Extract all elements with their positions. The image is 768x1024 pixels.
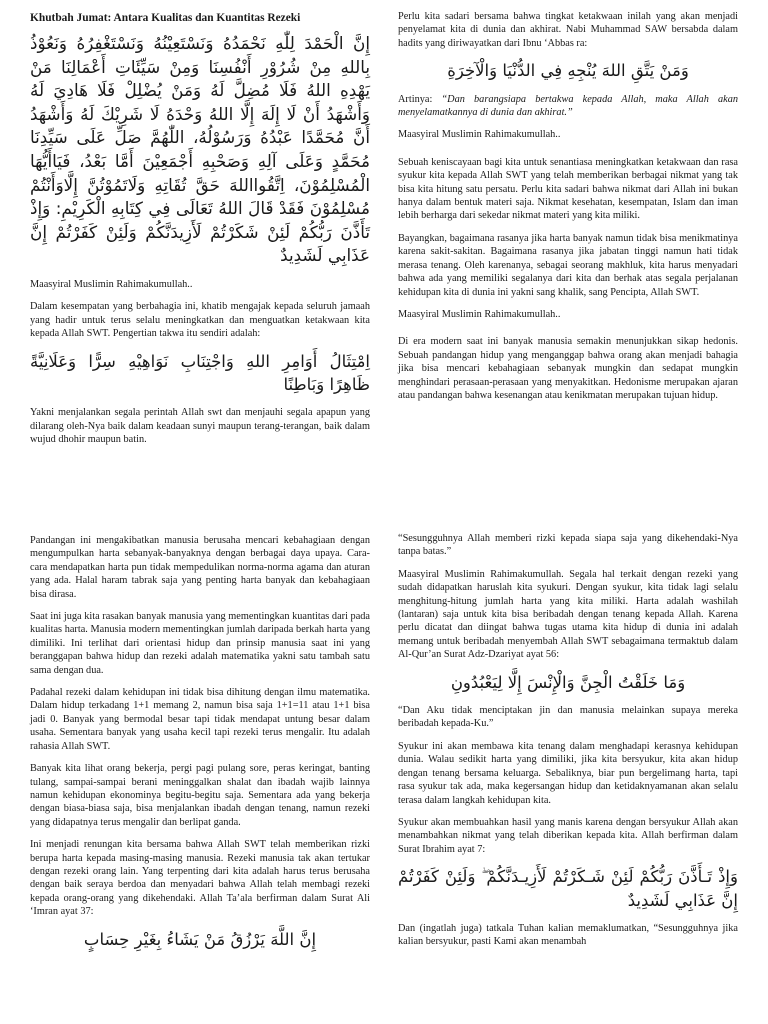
arabic-verse: اِمْتِثَالُ أَوَامِرِ اللهِ وَاجْتِنَابِ نَوَاهِيْهِ سِرًّا وَعَلَانِيَّةً ظَاهِرًا وَبَاطِنًا	[30, 351, 370, 394]
paragraph: Dan (ingatlah juga) tatkala Tuhan kalian memaklumatkan, “Sesungguhnya jika kalian bersyukur, pasti Kami akan menambah	[398, 922, 738, 948]
paragraph: Perlu kita sadari bersama bahwa tingkat ketakwaan inilah yang akan menjadi penyelamat kita di dunia dan akhirat. Nabi Muhammad SAW bersabda dalam hadits yang diriwayatkan dari Ibnu ‘Abbas ra:	[398, 11, 738, 49]
translation-text: “Dan barangsiapa bertakwa kepada Allah, maka Allah akan menyelamatkannya di dunia dan akhirat.”	[398, 93, 738, 119]
page1-right-column	[398, 10, 738, 411]
opening-arabic: إِنَّ الْحَمْدَ لِلّٰهِ نَحْمَدُهُ وَنَسْتَعِيْنُهُ وَنَسْتَغْفِرُهُ وَنَعُوْذُ بِاللهِ مِنْ شُرُوْرِ أَنْفُسِنَا وَمِنْ سَيِّئَاتِ أَعْمَالِنَا مَنْ يَهْدِهِ اللهُ فَلَا مُضِلَّ لَهُ وَمَنْ يُضْلِلْ فَلَا هَادِيَ لَهُ وَأَشْهَدُ أَنْ لَا إِلَهَ إِلَّا اللهُ وَحْدَهُ لَا شَرِيْكَ لَهُ وَأَشْهَدُ أَنَّ مُحَمَّدًا عَبْدُهُ وَرَسُوْلُهُ، اللّٰهُمَّ صَلِّ عَلَى سَيِّدِنَا مُحَمَّدٍ وَعَلَى آلِهِ وَصَحْبِهِ أَجْمَعِيْنَ أَمَّا بَعْدُ، فَيَاأَيُّهَا الْمُسْلِمُوْنَ، اِتَّقُوااللهَ حَقَّ تُقَاتِهِ وَلَاتَمُوْتُنَّ إِلَّاوَأَنْتُمْ مُسْلِمُوْنَ فَقَدْ قَالَ اللهُ تَعَالَى فِي كِتَابِهِ الْكَرِيْمِ: وَإِذْ تَأَذَّنَ رَبُّكُمْ لَئِنْ شَكَرْتُمْ لَأَزِيدَنَّكُمْ وَلَئِنْ كَفَرْتُمْ إِنَّ عَذَابِي لَشَدِيدٌ	[30, 33, 370, 266]
paragraph: Dalam kesempatan yang berbahagia ini, khatib mengajak kepada seluruh jamaah yang hadir untuk terus selalu meningkatkan dan menguatkan ketakwaan kita kepada Allah SWT. Pengertian takwa itu sendiri adalah:	[30, 301, 370, 340]
translation	[398, 93, 738, 120]
salutation: Maasyiral Muslimin Rahimakumullah..	[30, 278, 193, 290]
salutation: Maasyiral Muslimin Rahimakumullah..	[398, 308, 561, 320]
page2-right-column	[398, 532, 738, 958]
paragraph: Banyak kita lihat orang bekerja, pergi pagi pulang sore, peras keringat, banting tulang, sampai-sampai berani meninggalkan shalat dan ibadah wajib lainnya namun kehidupan ekonominya begitu-begitu saja. Sementara ada yang bekerja dengan biasa-biasa saja, bisa menjalankan ibadah dengan tenang, namun rezeki yang didapatnya terus mengalir dan berlipat ganda.	[30, 763, 370, 828]
arabic-verse: وَمَا خَلَقْتُ الْجِنَّ وَالْإِنْسَ إِلَّا لِيَعْبُدُونِ	[450, 672, 686, 692]
paragraph: Di era modern saat ini banyak manusia semakin menunjukkan sikap hedonis. Sebuah pandangan hidup yang menganggap bahwa orang akan menjadi bahagia jika bisa mencari kebahagiaan sebanyak mungkin dan sedapat mungkin menghindari perasaan-perasaan yang menyakitkan. Hedonisme merupakan ajaran atau pandangan bahwa kesenangan atau kenikmatan merupakan tujuan hidup.	[398, 336, 738, 401]
paragraph: Sebuah keniscayaan bagi kita untuk senantiasa meningkatkan ketakwaan dan rasa syukur kita kepada Allah SWT yang telah memberikan berbagai nikmat yang tak bisa kita hitung satu persatu. Perlu kita sadari bahwa nikmat dari Allah ini bukan hanya dalam bentuk materi saja. Nikmat kesehatan, kesempatan, Islam dan iman lebih berharga dari sekedar nikmat materi yang kita miliki.	[398, 156, 738, 222]
page1-left-column	[30, 12, 370, 456]
paragraph: “Dan Aku tidak menciptakan jin dan manusia melainkan supaya mereka beribadah kepada-Ku.”	[398, 705, 738, 730]
translation-prefix: Artinya:	[398, 93, 442, 105]
page2-left-column	[30, 534, 370, 961]
paragraph: Syukur ini akan membawa kita tenang dalam menghadapi kerasnya kehidupan dunia. Walau sedikit harta yang dimiliki, jika kita bersyukur, kita akan hidup dengan tenang bersama keluarga. Sebaliknya, biar pun bergelimang harta, tapi rasa syukur tak ada, maka kegersangan hidup dan ketidaknyamanan akan selalu terasa dalam langkah kehidupan kita.	[398, 740, 738, 806]
paragraph: Syukur akan membuahkan hasil yang manis karena dengan bersyukur Allah akan menambahkan nikmat yang telah diberikan kepada kita. Allah berfirman dalam Surat Ibrahim ayat 7:	[398, 816, 738, 855]
arabic-verse: إِنَّ اللَّهَ يَرْزُقُ مَنْ يَشَاءُ بِغَيْرِ حِسَابٍ	[83, 929, 317, 949]
paragraph: Yakni menjalankan segala perintah Allah swt dan menjauhi segala apapun yang dilarang oleh-Nya baik dalam keadaan sunyi maupun terang-terangan, baik dalam wujud dhohir maupun batin.	[30, 407, 370, 446]
paragraph: Maasyiral Muslimin Rahimakumullah. Segala hal terkait dengan rezeki yang sudah didapatkan haruslah kita syukuri. Dengan syukur, kita tidak lagi selalu menghitung-hitung jumlah harta yang kita miliki. Harta adalah washilah (lantaran) saja untuk kita bisa beribadah dengan tenang kepada Allah. Karena perlu dicatat dan diingat bahwa tugas utama kita hidup di dunia ini adalah memang untuk beribadah menyembah Allah SWT sebagaimana termaktub dalam Al-Qur’an Surat Adz-Dzariyat ayat 56:	[398, 568, 738, 661]
paragraph: Bayangkan, bagaimana rasanya jika harta banyak namun tidak bisa menikmatinya karena sakit-sakitan. Bagaimana rasanya jika jabatan tinggi namun hati tidak merasa tenang. Oleh karenanya, sebagai seorang makhluk, kita harus menyadari bahwa ada yang memiliki segalanya dari kita dan berhak atas segala perjalanan kehidupan kita di dunia ini yakni sang khalik, sang Pencipta, Allah SWT.	[398, 232, 738, 298]
paragraph: “Sesungguhnya Allah memberi rizki kepada siapa saja yang dikehendaki-Nya tanpa batas.”	[398, 533, 738, 558]
paragraph: Saat ini juga kita rasakan banyak manusia yang mementingkan kuantitas dari pada kualitas harta. Manusia modern mementingkan jumlah daripada berkah harta yang dimiliki. Ini terlihat dari orientasi hidup dan prinsip manusia saat ini yang beranggapan bahwa hidup dan rezeki adalah matematika yakni satu tambah satu sama dengan dua.	[30, 611, 370, 676]
arabic-verse: وَإِذْ تَـأَذَّنَ رَبُّكُمْ لَئِنْ شَـكَرْتُمْ لَأَزِيـدَنَّكُمْ ۖ وَلَئِنْ كَفَرْتُمْ إِنَّ عَذَابِي لَشَدِيدٌ	[398, 867, 738, 910]
paragraph: Padahal rezeki dalam kehidupan ini tidak bisa dihitung dengan ilmu matematika. Dalam hidup terkadang 1+1 memang 2, namun bisa saja 1+1=11 atau 1+1 bisa jadi 0. Banyak yang bermodal besar tapi tidak mendapat untung besar dalam usaha. Sementara banyak yang usaha kecil tapi rezeki terus mengalir. Itu adalah rahasia Allah SWT.	[30, 687, 370, 752]
arabic-hadith: وَمَنْ يَتَّقِ اللهَ يُنْجِهِ فِي الدُّنْيَا وَالْآخِرَةِ	[447, 61, 689, 81]
salutation: Maasyiral Muslimin Rahimakumullah..	[398, 129, 561, 141]
document-title: Khutbah Jumat: Antara Kualitas dan Kuantitas Rezeki	[30, 12, 301, 24]
paragraph: Ini menjadi renungan kita bersama bahwa Allah SWT telah memberikan rizki berupa harta kepada masing-masing manusia. Rezeki manusia tak akan tertukar dengan rezeki orang lain. Yang terpenting dari kita adalah harus terus berusaha dengan baik seraya berdoa dan menyadari bahwa Allah telah membagi rezeki kepada orang-orang yang dikehendaki. Allah Ta’ala berfirman dalam Surat Ali ‘Imran ayat 37:	[30, 839, 370, 918]
paragraph: Pandangan ini mengakibatkan manusia berusaha mencari kebahagiaan dengan mengumpulkan harta sebanyak-banyaknya dengan berbagai daya upaya. Cara-cara mendapatkan harta pun tidak mempedulikan norma-norma agama dan aturan yang ada. Halal haram tabrak saja yang penting harta banyak dan kebahagiaan bisa dirasa.	[30, 535, 370, 600]
